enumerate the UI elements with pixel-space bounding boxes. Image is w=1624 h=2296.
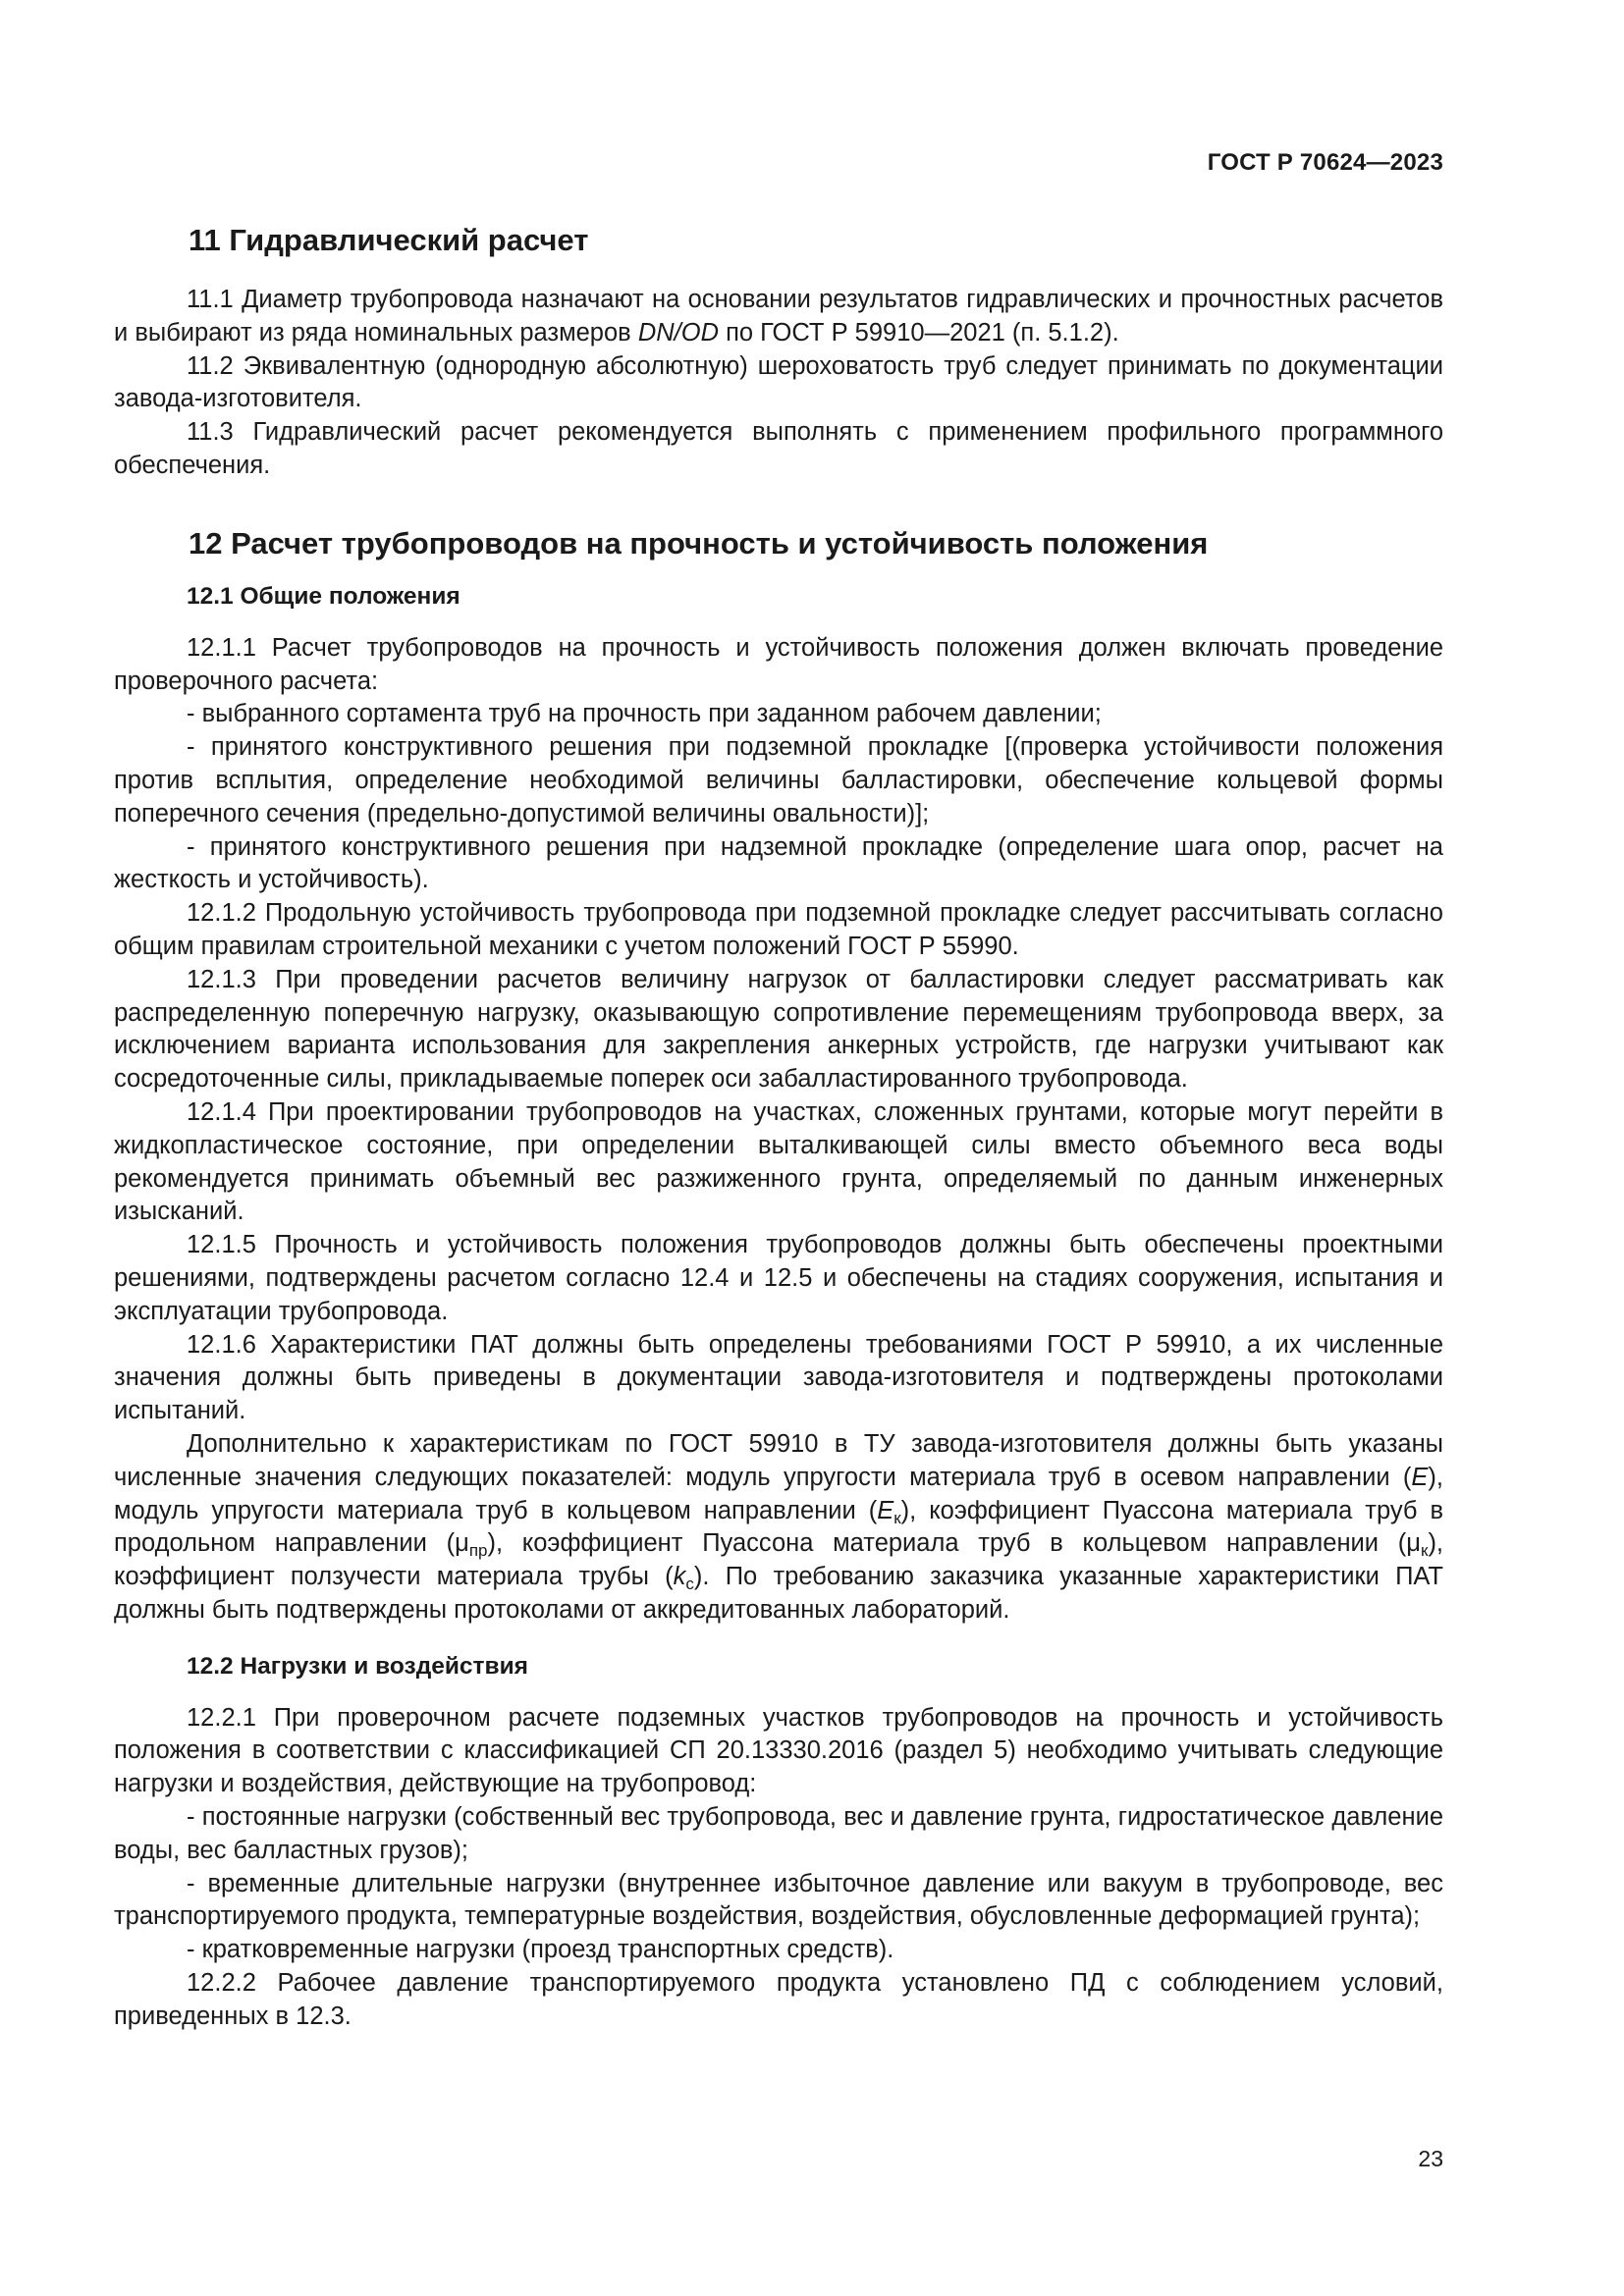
subsection-12-2-title: 12.2 Нагрузки и воздействия bbox=[187, 1652, 528, 1680]
section-11-title: 11 Гидравлический расчет bbox=[189, 223, 589, 257]
paragraph-11-2: 11.2 Эквивалентную (однородную абсолютную) шероховатость труб следует принимать по документации завода-изготовителя. bbox=[114, 351, 1443, 413]
paragraph-11-3: 11.3 Гидравлический расчет рекомендуется выполнять с применением профильного программного обеспечения. bbox=[114, 418, 1443, 479]
paragraph-11-1: 11.1 Диаметр трубопровода назначают на основании результатов гидравлических и прочностных расчетов и выбирают из ряда номинальных размеров DN/OD по ГОСТ Р 59910—2021 (п. 5.1.2). bbox=[114, 286, 1443, 347]
subsection-12-1-body bbox=[114, 632, 1443, 1628]
list-item: - выбранного сортамента труб на прочность при заданном рабочем давлении; bbox=[187, 700, 1102, 728]
list-item: - принятого конструктивного решения при подземной прокладке [(проверка устойчивости положения против всплытия, определение необходимой величины балластировки, обеспечение кольцевой формы поперечного сечения (предельно-допустимой величины овальности)]; bbox=[114, 733, 1443, 828]
subsection-12-2-body bbox=[114, 1702, 1443, 2034]
document-id: ГОСТ Р 70624—2023 bbox=[1207, 149, 1443, 176]
paragraph-12-1-2: 12.1.2 Продольную устойчивость трубопровода при подземной прокладке следует рассчитывать согласно общим правилам строительной механики с учетом положений ГОСТ Р 55990. bbox=[114, 899, 1443, 960]
list-item: - кратковременные нагрузки (проезд транспортных средств). bbox=[187, 1936, 894, 1964]
paragraph-12-1-6: 12.1.6 Характеристики ПАТ должны быть определены требованиями ГОСТ Р 59910, а их численные значения должны быть приведены в документации завода-изготовителя и подтверждены протоколами испытаний. bbox=[114, 1330, 1443, 1425]
paragraph-12-1-4: 12.1.4 При проектировании трубопроводов на участках, сложенных грунтами, которые могут перейти в жидкопластическое состояние, при определении выталкивающей силы вместо объемного веса воды рекомендуется принимать объемный вес разжиженного грунта, определяемый по данным инженерных изысканий. bbox=[114, 1097, 1443, 1226]
paragraph-12-2-1: 12.2.1 При проверочном расчете подземных участков трубопроводов на прочность и устойчивость положения в соответствии с классификацией СП 20.13330.2016 (раздел 5) необходимо учитывать следующие нагрузки и воздействия, действующие на трубопровод: bbox=[114, 1703, 1443, 1798]
paragraph-12-1-5: 12.1.5 Прочность и устойчивость положения трубопроводов должны быть обеспечены проектными решениями, подтверждены расчетом согласно 12.4 и 12.5 и обеспечены на стадиях сооружения, испытания и эксплуатации трубопровода. bbox=[114, 1231, 1443, 1325]
list-item: - временные длительные нагрузки (внутреннее избыточное давление или вакуум в трубопроводе, вес транспортируемого продукта, температурные воздействия, воздействия, обусловленные деформацией грунта); bbox=[114, 1869, 1443, 1931]
page-number: 23 bbox=[1418, 2146, 1443, 2171]
paragraph-12-1-3: 12.1.3 При проведении расчетов величину нагрузок от балластировки следует рассматривать как распределенную поперечную нагрузку, оказывающую сопротивление перемещениям трубопровода вверх, за исключением варианта использования для закрепления анкерных устройств, где нагрузки учитывают как сосредоточенные силы, прикладываемые поперек оси забалластированного трубопровода. bbox=[114, 965, 1443, 1094]
paragraph-12-1-1: 12.1.1 Расчет трубопроводов на прочность и устойчивость положения должен включать проведение проверочного расчета: bbox=[114, 633, 1443, 695]
list-item: - постоянные нагрузки (собственный вес трубопровода, вес и давление грунта, гидростатическое давление воды, вес балластных грузов); bbox=[114, 1803, 1443, 1864]
paragraph-additional: Дополнительно к характеристикам по ГОСТ 59910 в ТУ завода-изготовителя должны быть указаны численные значения следующих показателей: модуль упругости материала труб в осевом направлении (E), модуль упругости материала труб в кольцевом направлении $(E_к)$, коэффициент Пуассона материала труб в продольном направлении $(\mu_{пр})$, коэффициент Пуассона материала труб в кольцевом направлении $(\mu_к)$, коэффициент ползучести материала трубы $(k_c)$. По требованию заказчика указанные характеристики ПАТ должны быть подтверждены протоколами от аккредитованных лабораторий. bbox=[114, 1429, 1444, 1624]
paragraph-12-2-2: 12.2.2 Рабочее давление транспортируемого продукта установлено ПД с соблюдением условий, приведенных в 12.3. bbox=[114, 1969, 1443, 2030]
subsection-12-1-title: 12.1 Общие положения bbox=[187, 582, 460, 610]
section-12-title: 12 Расчет трубопроводов на прочность и устойчивость положения bbox=[189, 525, 1209, 561]
section-11-body bbox=[114, 284, 1443, 483]
list-item: - принятого конструктивного решения при надземной прокладке (определение шага опор, расчет на жесткость и устойчивость). bbox=[114, 832, 1443, 894]
page-content bbox=[114, 221, 1443, 2034]
